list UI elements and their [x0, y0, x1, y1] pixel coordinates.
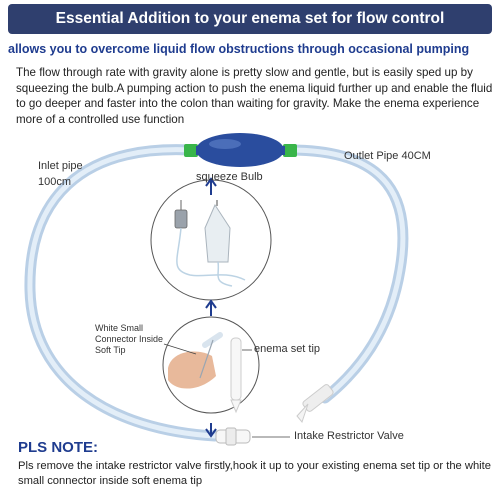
banner-title: Essential Addition to your enema set for flow control — [8, 4, 492, 34]
subtitle: allows you to overcome liquid flow obstructions through occasional pumping — [8, 42, 470, 56]
restrictor-valve-label: Intake Restrictor Valve — [294, 430, 404, 442]
enema-tip-label: enema set tip — [254, 343, 321, 355]
inlet-pipe-label: Inlet pipe — [38, 160, 83, 172]
arrow-up-lower — [206, 301, 216, 316]
intake-restrictor-valve-icon — [216, 428, 250, 445]
outlet-nozzle — [297, 383, 334, 422]
note-title: PLS NOTE: — [18, 439, 99, 456]
outlet-pipe-label: Outlet Pipe 40CM — [344, 150, 431, 162]
green-connector-left — [184, 144, 198, 157]
connector-label: White Small Connector Inside Soft Tip — [95, 323, 164, 355]
description-text: The flow through rate with gravity alone is pretty slow and gentle, but is easily sped up by squeezing the bulb.A pumping action to push the enema liquid further up and enable the fluid to go deeper and faster into the colon than waiting for gravity. Make the enema experience more of a controlled use function — [16, 66, 493, 126]
enema-bag-inset — [151, 180, 271, 300]
outlet-tube — [290, 150, 403, 398]
squeeze-bulb-icon — [196, 133, 285, 167]
squeeze-bulb-label: squeeze Bulb — [196, 171, 263, 183]
inlet-length-label: 100cm — [38, 176, 72, 188]
note-text: Pls remove the intake restrictor valve firstly,hook it up to your existing enema set tip or the white small connector inside soft enema tip — [18, 460, 491, 487]
connector-inset — [163, 317, 259, 413]
green-connector-right — [283, 144, 297, 157]
